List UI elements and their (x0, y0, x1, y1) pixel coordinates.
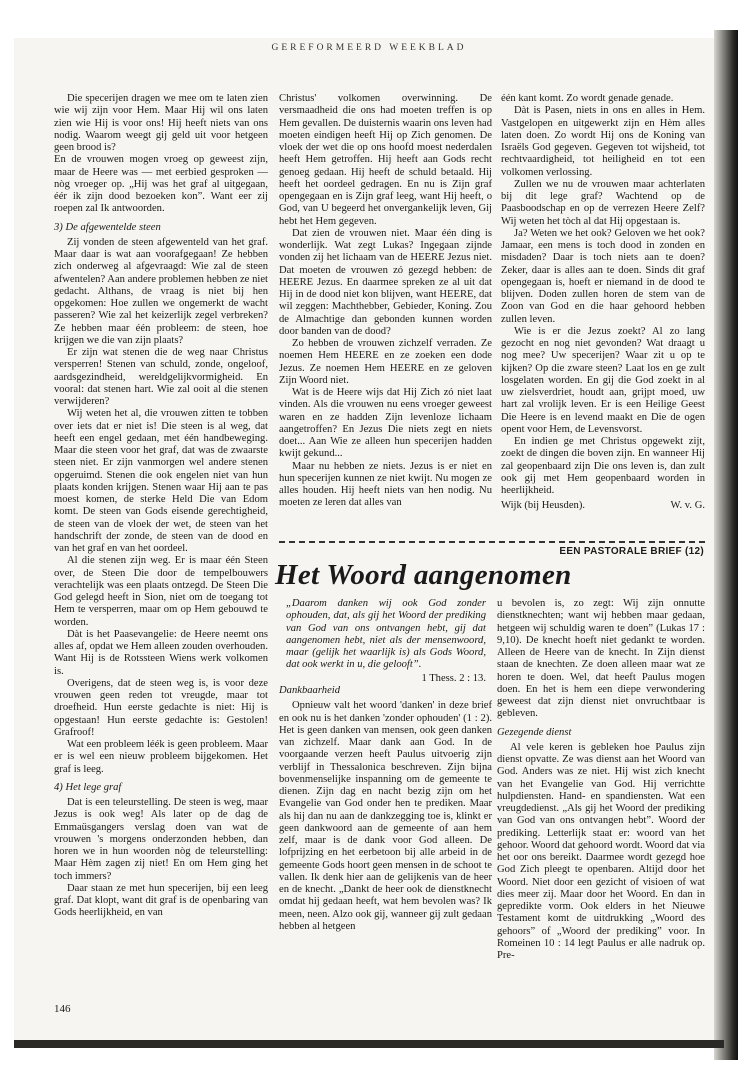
article-column-2 (497, 598, 705, 1018)
paragraph: En de vrouwen mogen vroeg op geweest zijn, maar de Heere was — met eerbied gesproken — nòg vroeger op. „Hij was het graf al uitgegaan, éér ik zijn dood bezoeken kon”. Want eer zij roepen zal Ik antwoorden. (54, 154, 268, 215)
bottom-edge (14, 1040, 724, 1048)
paragraph: één kant komt. Zo wordt genade genade. (501, 93, 674, 104)
paragraph: Dàt is het Paasevangelie: de Heere neemt ons alles af, opdat we Hem alleen zouden overhouden. Want Hij is de Rotssteen Wiens werk volkomen is. (54, 628, 268, 677)
paragraph: Zullen we nu de vrouwen maar achterlaten bij dit lege graf? Wachtend op de Paasboodschap en op de verrezen Heere Zelf? Wij weten het tòch al dat Hij opgestaan is. (501, 178, 705, 227)
paragraph: Die specerijen dragen we mee om te laten zien wie wij zijn voor Hem. Maar Hij wil ons laten zien wie Hij is voor ons! Hij heeft niets van ons nodig. Waarom weegt gij geld uit voor hetgeen geen brood is? (54, 93, 268, 153)
signature (501, 500, 705, 512)
paragraph: Maar nu hebben ze niets. Jezus is er niet en hun specerijen kunnen ze niet kwijt. Nu mogen ze alles houden. Hij heeft niets van hen nodig. Nu moeten ze leren dat alles van (279, 460, 492, 509)
paragraph: Christus' volkomen overwinning. De versmaadheid die ons had moeten treffen is op Hem gevallen. De duisternis waarin ons leven had moeten eindigen heeft Hij op Zich genomen. De vloek der wet die op ons hoofd moest nederdalen heeft Hem getroffen. Hij heeft aan Gods recht genoeg gedaan. Hij heeft de schuld betaald. Hij heeft het oordeel gedragen. En nu is Zijn graf opengegaan en is Zijn graf leeg, want Hij heeft, o God, van U begeerd het onvergankelijk leven, Gij hebt het Hem gegeven. (279, 93, 492, 227)
paragraph: Al vele keren is gebleken hoe Paulus zijn dienst opvatte. Ze was dienst aan het Woord van God. Anders was ze niet. Hij wist zich knecht van het Evangelie van God. Hij verrichtte hulpdiensten. Hand- en spandiensten. Wat een vreugdedienst. „Als gij het Woord der prediking van God van ons ontvangen hebt”. Woord der prediking. Letterlijk staat er: woord van het gehoor. Woord dat gehoord wordt. Woord dat via het oor ons bereikt. Daarmee wordt gezegd hoe God Zich pleegt te openbaren. Altijd door het Woord. Niet door een gezicht of visioen of wat dies meer zij. Maar door het Woord. En dan in gepredikte vorm. Ook elders in het Nieuwe Testament komt de uitdrukking „Woord des gehoors” of „Woord der prediking” voor. In Romeinen 10 : 14 legt Paulus er alle nadruk op. Pre- (497, 741, 705, 961)
paragraph: Dat zien de vrouwen niet. Maar één ding is wonderlijk. Wat zegt Lukas? Ingegaan zijnde vonden zij het lichaam van de HEERE Jezus niet. Dat moeten de vrouwen zó gezegd hebben: de HEERE Jezus. En daarmee spreken ze al uit dat Hij in de dood niet kon blijven, want HEERE, dat wil zeggen: Machthebber, Gebieder, Koning. Zou de Almachtige dan gebonden kunnen worden door banden van de dood? (279, 227, 492, 337)
paragraph: En indien ge met Christus opgewekt zijt, zoekt de dingen die boven zijn. En wanneer Hij zal geopenbaard zijn Die ons leven is, dan zult ook gij met Hem geopenbaard worden in heerlijkheid. (501, 436, 705, 496)
paragraph: Wie is er die Jezus zoekt? Al zo lang gezocht en nog niet gevonden? Wat draagt u nog mee? Uw specerijen? Waar zit u op te kijken? Op die zware steen? Laat los en ge zult losgelaten worden. En gij die God zoekt in al uw zielsverdriet, houdt aan, grijpt moed, uw hart zal vrolijk leven. Er is een Heilige Geest Die Heere is en levend maakt en Die de ogen opent voor Hem, de Levensvorst. (501, 325, 705, 435)
paragraph: Wat een probleem léék is geen probleem. Maar er is wel een nieuw probleem bijgekomen. Het graf is leeg. (54, 739, 268, 775)
column-3 (501, 93, 705, 539)
paragraph: Zij vonden de steen afgewenteld van het graf. Maar daar is wat aan voorafgegaan! Ze hebben zich onderweg al afgevraagd: Wie zal de steen afwentelen? Aan andere problemen hebben ze niet gedacht. Althans, de vraag is niet bij hen opgekomen: Hoe zullen we ongemerkt de wacht passeren? Wie zal het keizerlijk zegel verbreken? Ze hebben maar één probleem: de steen, hoe krijgen we die van zijn plaats? (54, 236, 268, 346)
binding-edge (714, 30, 738, 1060)
article-column-1 (279, 679, 492, 1009)
series-label: EEN PASTORALE BRIEF (12) (559, 546, 704, 557)
paragraph: Opnieuw valt het woord 'danken' in deze brief en ook nu is het danken 'zonder ophouden' (1 : 2). Het is geen danken van mensen, ook geen danken van zichzelf. Maar dank aan God. In de voorgaande verzen heeft Paulus uitvoerig zijn verblijf in Thessalonica beschreven. Zijn bijna bovenmenselijke inspanning om de gemeente te dienen. Zijn dag en nacht bezig zijn om het Evangelie van God onder hen te prediken. Maar als hij dan nu aan de dankzegging toe is, klinkt er geen dankwoord aan de gemeente of aan hem zelf, maar is de dank voor God alleen. De lofprijzing en het eerbetoon bij alle arbeid in de gemeente Gods hoort geen mensen in de schoot te vallen. Ik denk hier aan de gelijkenis van de heer en de knecht. „Dankt de heer ook de dienstknecht omdat hij gedaan heeft, wat hem bevolen was? Ik meen, neen. Alzo ook gij, wanneer gij zult gedaan hebben al hetgeen (279, 700, 492, 932)
page-number: 146 (54, 1003, 71, 1015)
paragraph: Ja? Weten we het ook? Geloven we het ook? Jamaar, een mens is toch dood in zonden en misdaden? Daar is toch niets aan te doen? Zeker, daar is alles aan te doen. Sinds dit graf opengegaan is, hoeft er niemand in de dood te blijven. Doden zullen horen de stem van de Zoon van God en die haar gehoord hebben zullen leven. (501, 227, 705, 325)
section-heading: 4) Het lege graf (54, 781, 122, 793)
column-1 (54, 93, 268, 993)
running-head: GEREFORMEERD WEEKBLAD (271, 43, 467, 53)
section-heading: Dankbaarheid (279, 685, 341, 696)
section-heading: Gezegende dienst (497, 726, 572, 738)
signature-place: Wijk (bij Heusden). (501, 500, 586, 512)
epigraph-text: „Daarom danken wij ook God zonder ophouden, dat, als gij het Woord der prediking van God van ons ontvangen hebt, gij dat aangenomen hebt, niet als der mensenwoord, maar (gelijk het waarlijk is) als Gods Woord, dat ook werkt in u, die gelooft”. (286, 598, 486, 671)
section-heading: 3) De afgewentelde steen (54, 221, 161, 233)
column-2 (279, 93, 492, 539)
article-title: Het Woord aangenomen (275, 559, 572, 591)
paragraph: Zo hebben de vrouwen zichzelf verraden. Ze noemen Hem HEERE en ze zoeken een dode Jezus. Ze noemen Hem HEERE en ze geloven Zijn Woord niet. (279, 338, 492, 386)
article-divider (279, 541, 705, 543)
paragraph: Er zijn wat stenen die de weg naar Christus versperren! Stenen van schuld, zonde, ongeloof, aardsgezindheid, wereldgelijkvormigheid. En vooral: dat stenen hart. Wie zal ooit al die stenen verwijderen? (54, 347, 268, 407)
epigraph (286, 598, 486, 685)
paragraph: Daar staan ze met hun specerijen, bij een leeg graf. Dat klopt, want dit graf is de openbaring van Gods heerlijkheid, en van (54, 882, 268, 919)
signature-initials: W. v. G. (670, 500, 705, 512)
paragraph: Wat is de Heere wijs dat Hij Zich zó niet laat vinden. Als die vrouwen nu eens vroeger geweest waren en ze hadden Zijn levenloze lichaam aangetroffen? En Jezus Die niets zegt en niets doet... Aan Wie ze alleen hun specerijen hadden kwijt gekund... (279, 387, 492, 460)
paragraph: Overigens, dat de steen weg is, is voor deze vrouwen geen reden tot vreugde, maar tot droefheid. Hun eerste gedachte is niet: Hij is opgestaan! Hun eerste gedachte is: Gestolen! Grafroof! (54, 677, 268, 738)
paragraph: Wij weten het al, die vrouwen zitten te tobben over iets dat er niet is! Die steen is al weg, dat heeft een engel gedaan, met één handbeweging. Maar die steen voor het graf, dat was de zwaarste steen niet. Er zijn vanmorgen wel andere stenen opgeruimd. Stenen die ook engelen niet van hun plaats konden krijgen. Stenen waar Hij aan te pas moest komen, de sterke Held Die van Edom komt. De steen van Gods eisende gerechtigheid, de steen van de vloek der wet, de steen van het handschrift der zonde, de steen van de dood en van het graf en van het oordeel. (54, 408, 268, 554)
paragraph: u bevolen is, zo zegt: Wij zijn onnutte dienstknechten; want wij hebben maar gedaan, hetgeen wij schuldig waren te doen” (Lukas 17 : 9,10). De knecht hoeft niet gedankt te worden. Alleen de Heere van de knecht. In Zijn dienst staan de knechten. Ze doen alleen maar wat ze horen te doen. Wel, dat heeft Paulus mogen doen. En het is hem een diepe verwondering geweest dat zijn dienst niet onvruchtbaar is gebleven. (497, 598, 705, 720)
paragraph: Al die stenen zijn weg. Er is maar één Steen over, de Steen Die door de tempelbouwers verachtelijk was een plaats ontzegd. De Steen Die God gelegd heeft in Sion, niet om de toegang tot Hem te versperren, maar om op Hem gebouwd te worden. (54, 555, 268, 628)
epigraph-reference: 1 Thess. 2 : 13. (421, 672, 486, 684)
paragraph: Dat is een teleurstelling. De steen is weg, maar Jezus is ook weg! Als later op de dag de Emmaüsgangers verslag doen van wat de vrouwen 's morgens onderzonden hebben, dan horen we in hun woorden nòg de teleurstelling: Maar Hèm zagen zij niet! En om Hem ging het toch immers? (54, 797, 268, 882)
paragraph: Dàt is Pasen, niets in ons en alles in Hem. Vastgelopen en uitgewerkt zijn en Hèm alles laten doen. Zo wordt Hij ons de Koning van Israëls God gegeven. Gegeven tot wijsheid, tot rechtvaardigheid, tot heiligheid en tot een volkomen verlossing. (501, 105, 705, 178)
